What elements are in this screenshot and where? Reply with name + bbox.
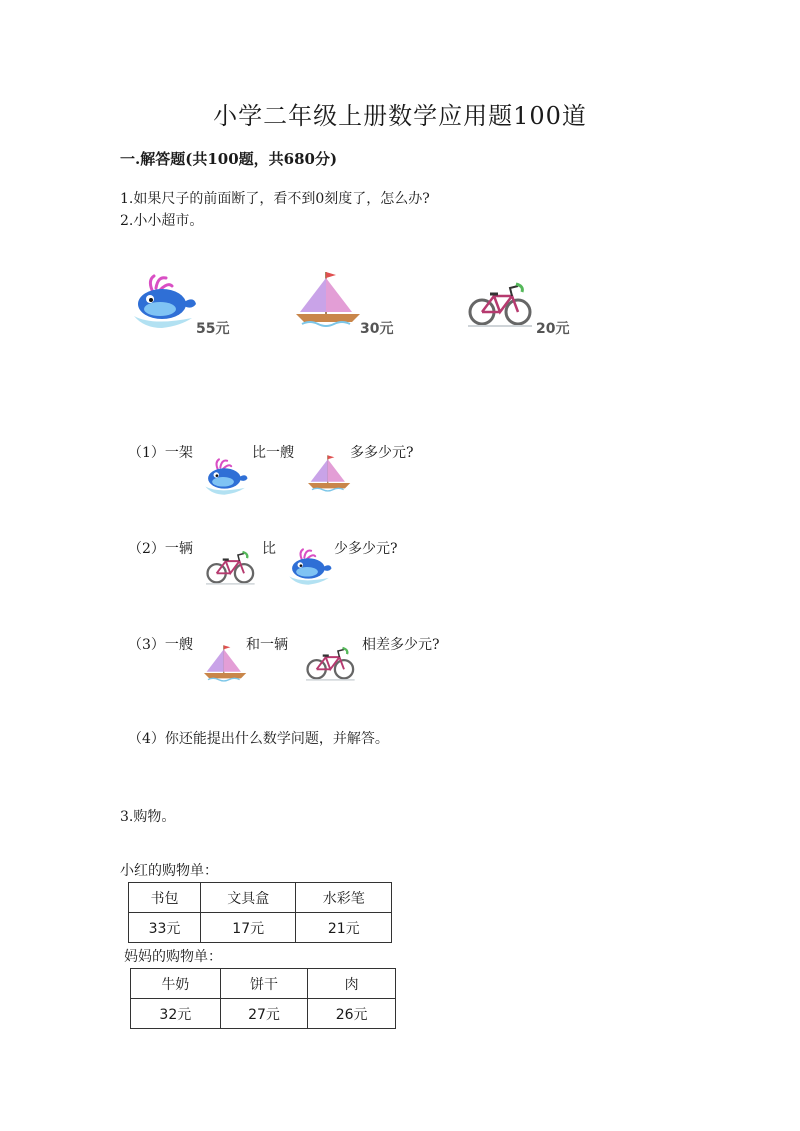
table-row xyxy=(131,999,396,1029)
list1-caption: 小红的购物单： xyxy=(120,863,218,879)
question-3: 3.购物。 xyxy=(120,809,176,825)
table-header-cell: 水彩笔 xyxy=(296,883,392,913)
sub-question-2-b: 比 xyxy=(262,541,276,557)
mom-shopping-table xyxy=(130,968,396,1029)
table-cell: 26元 xyxy=(308,999,396,1029)
table-row xyxy=(129,913,392,943)
bicycle-price: 20元 xyxy=(536,321,570,337)
whale-price: 55元 xyxy=(196,321,230,337)
xiaohong-shopping-table xyxy=(128,882,392,943)
page-title: 小学二年级上册数学应用题100道 xyxy=(213,102,587,130)
table-header-cell: 饼干 xyxy=(220,969,308,999)
table-header-cell: 牛奶 xyxy=(131,969,221,999)
bicycle-icon xyxy=(306,648,356,683)
table-header-cell: 文具盒 xyxy=(200,883,296,913)
sailboat-icon xyxy=(308,454,352,494)
table-cell: 27元 xyxy=(220,999,308,1029)
table-cell: 17元 xyxy=(200,913,296,943)
table-cell: 32元 xyxy=(131,999,221,1029)
sub-question-2-a: （2）一辆 xyxy=(128,541,193,557)
question-1: 1.如果尺子的前面断了，看不到0刻度了，怎么办? xyxy=(120,191,430,207)
sub-question-1-c: 多多少元? xyxy=(350,445,414,461)
table-row xyxy=(129,883,392,913)
bicycle-icon xyxy=(468,284,534,330)
sub-question-3-a: （3）一艘 xyxy=(128,637,193,653)
sub-question-3-b: 和一辆 xyxy=(246,637,288,653)
sailboat-icon xyxy=(204,644,248,684)
sailboat-icon xyxy=(296,270,362,330)
table-cell: 33元 xyxy=(129,913,201,943)
whale-icon xyxy=(132,274,198,330)
sub-question-4: （4）你还能提出什么数学问题，并解答。 xyxy=(128,731,389,747)
sub-question-1-b: 比一艘 xyxy=(252,445,294,461)
sub-question-1-a: （1）一架 xyxy=(128,445,193,461)
whale-icon xyxy=(288,548,333,586)
bicycle-icon xyxy=(206,552,256,587)
list2-caption: 妈妈的购物单： xyxy=(124,949,222,965)
question-2: 2.小小超市。 xyxy=(120,213,204,229)
sailboat-price: 30元 xyxy=(360,321,394,337)
table-header-cell: 肉 xyxy=(308,969,396,999)
sub-question-3-c: 相差多少元? xyxy=(362,637,440,653)
table-row xyxy=(131,969,396,999)
whale-icon xyxy=(204,458,249,496)
table-cell: 21元 xyxy=(296,913,392,943)
section-heading: 一.解答题(共100题，共680分) xyxy=(120,150,338,168)
table-header-cell: 书包 xyxy=(129,883,201,913)
sub-question-2-c: 少多少元? xyxy=(334,541,398,557)
